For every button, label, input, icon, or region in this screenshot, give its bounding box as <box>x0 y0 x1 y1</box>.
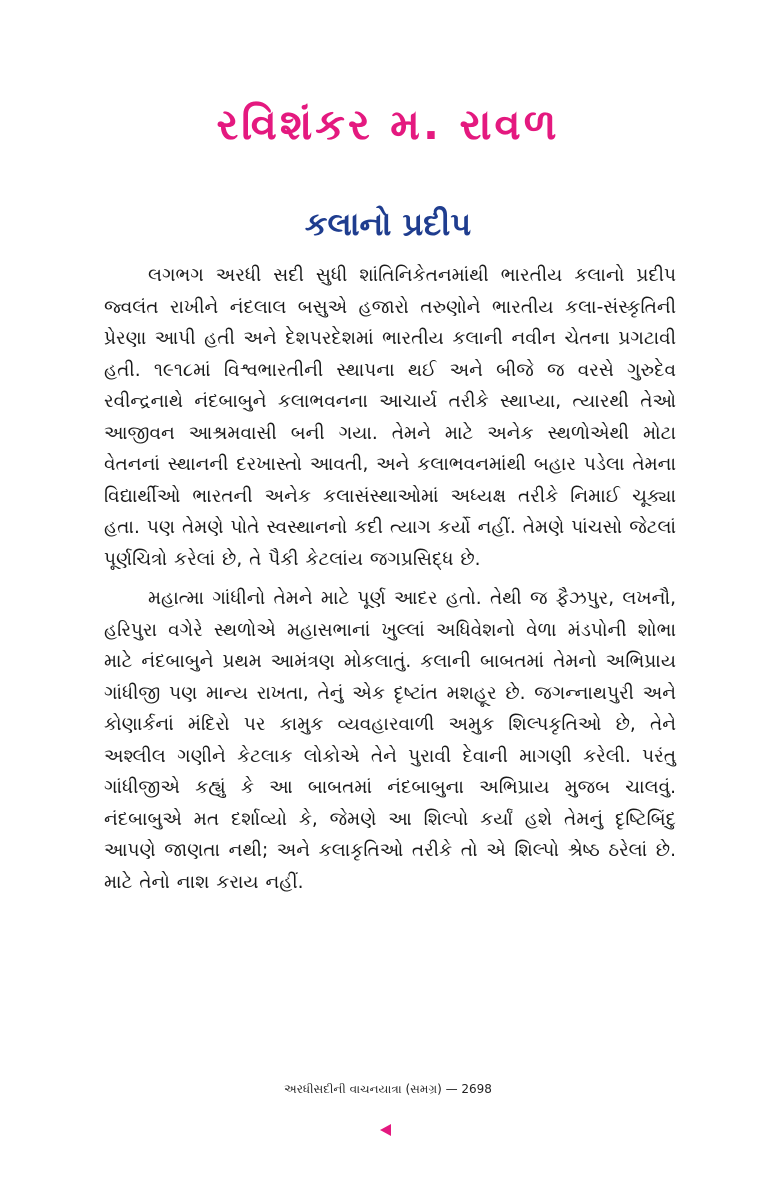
body-paragraph-1: લગભગ અરધી સદી સુધી શાંતિનિકેતનમાંથી ભારતીય કલાનો પ્રદીપ જ્વલંત રાખીને નંદલાલ બસુએ હજારો તરુણોને ભારતીય કલા-સંસ્કૃતિની પ્રેરણા આપી હતી અને દેશપરદેશમાં ભારતીય કલાની નવીન ચેતના પ્રગટાવી હતી. ૧૯૧૮માં વિશ્વભારતીની સ્થાપના થઈ અને બીજે જ વરસે ગુરુદેવ રવીન્દ્રનાથે નંદબાબુને કલાભવનના આચાર્ય તરીકે સ્થાપ્યા, ત્યારથી તેઓ આજીવન આશ્રમવાસી બની ગયા. તેમને માટે અનેક સ્થળોએથી મોટા વેતનનાં સ્થાનની દરખાસ્તો આવતી, અને કલાભવનમાંથી બહાર પડેલા તેમના વિદ્યાર્થીઓ ભારતની અનેક કલાસંસ્થાઓમાં અધ્યક્ષ તરીકે નિમાઈ ચૂક્યા હતા. પણ તેમણે પોતે સ્વસ્થાનનો કદી ત્યાગ કર્યો નહીં. તેમણે પાંચસો જેટલાં પૂર્ણચિત્રો કરેલાં છે, તે પૈકી કેટલાંય જગપ્રસિદ્ધ છે. <box>104 265 676 570</box>
page-footer: અરધીસદીની વાચનયાત્રા (સમગ્ર) — 2698 <box>284 1082 492 1096</box>
chapter-body <box>104 260 676 906</box>
body-paragraph-2: મહાત્મા ગાંધીનો તેમને માટે પૂર્ણ આદર હતો. તેથી જ ફૈઝપુર, લખનૌ, હરિપુરા વગેરે સ્થળોએ મહાસભાનાં ખુલ્લાં અધિવેશનો વેળા મંડપોની શોભા માટે નંદબાબુને પ્રથમ આમંત્રણ મોકલાતું. કલાની બાબતમાં તેમનો અભિપ્રાય ગાંધીજી પણ માન્ય રાખતા, તેનું એક દૃષ્ટાંત મશહૂર છે. જગન્નાથપુરી અને કોણાર્કનાં મંદિરો પર કામુક વ્યવહારવાળી અમુક શિલ્પકૃતિઓ છે, તેને અશ્લીલ ગણીને કેટલાક લોકોએ તેને પુરાવી દેવાની માગણી કરેલી. પરંતુ ગાંધીજીએ કહ્યું કે આ બાબતમાં નંદબાબુના અભિપ્રાય મુજબ ચાલવું. નંદબાબુએ મત દર્શાવ્યો કે, જેમણે આ શિલ્પો કર્યાં હશે તેમનું દૃષ્ટિબિંદુ આપણે જાણતા નથી; અને કલાકૃતિઓ તરીકે તો એ શિલ્પો શ્રેષ્ઠ ઠરેલાં છે. માટે તેનો નાશ કરાય નહીં. <box>104 588 676 893</box>
previous-page-icon[interactable] <box>380 1124 391 1136</box>
author-name: રવિશંકર મ. રાવળ <box>216 100 560 149</box>
chapter-title: કલાનો પ્રદીપ <box>304 205 472 243</box>
